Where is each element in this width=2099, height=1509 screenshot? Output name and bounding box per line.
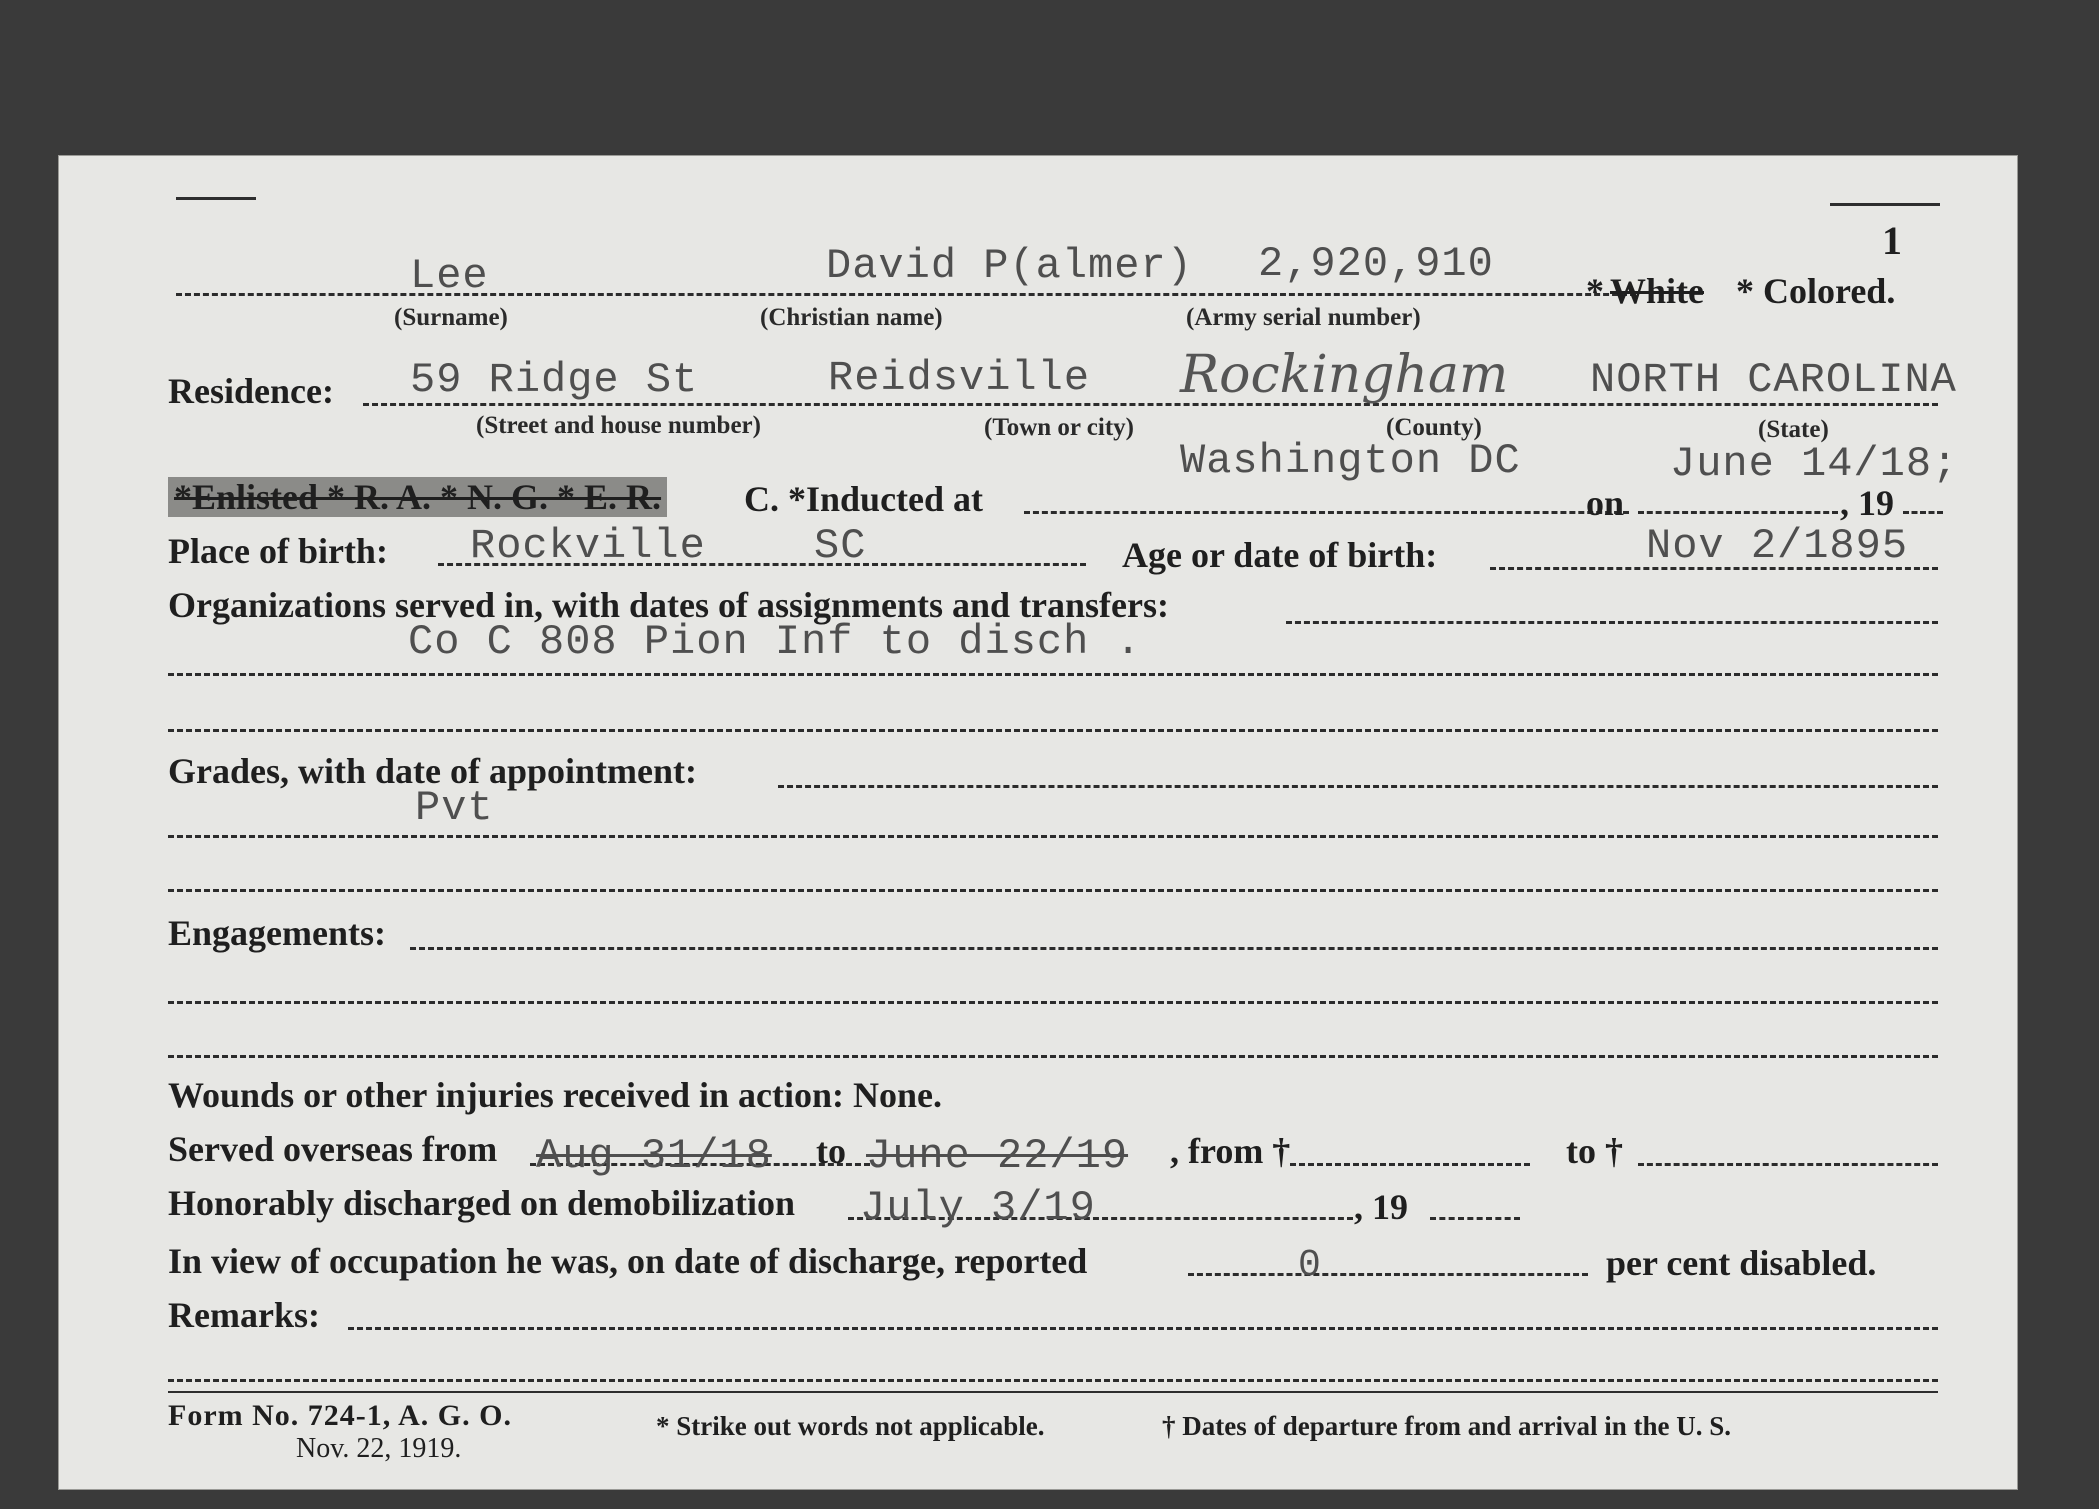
footer-strike-note: * Strike out words not applicable.	[656, 1411, 1045, 1441]
christian-name-caption: (Christian name)	[760, 304, 943, 331]
overseas-from2-line	[1290, 1163, 1530, 1166]
remarks-line-2	[168, 1379, 1938, 1382]
surname-caption: (Surname)	[394, 304, 508, 331]
remarks-line-1	[348, 1327, 1938, 1330]
race-white-option: White	[1610, 271, 1704, 311]
engagements-line-1	[410, 947, 1938, 950]
induction-year-line	[1903, 511, 1943, 514]
engagements-label: Engagements:	[168, 913, 386, 953]
remarks-line-3	[168, 1391, 1938, 1393]
organizations-line-1	[1286, 621, 1938, 624]
disability-suffix: per cent disabled.	[1606, 1243, 1877, 1283]
residence-state-value: NORTH CAROLINA	[1590, 356, 1957, 404]
grades-line-1	[778, 785, 1938, 788]
town-caption: (Town or city)	[984, 414, 1134, 441]
race-colored-option: * Colored.	[1736, 271, 1896, 311]
age-date-of-birth-label: Age or date of birth:	[1122, 535, 1438, 575]
overseas-to-date: June 22/19	[866, 1132, 1129, 1180]
residence-town-value: Reidsville	[828, 354, 1091, 402]
disability-value: 0	[1298, 1244, 1322, 1287]
overseas-to-label: to	[816, 1131, 846, 1171]
disability-label: In view of occupation he was, on date of discharge, reported	[168, 1241, 1088, 1281]
residence-label: Residence:	[168, 371, 334, 411]
inducted-at-label: C. *Inducted at	[744, 479, 984, 519]
place-of-birth-state: SC	[814, 522, 867, 570]
christian-name-value: David P(almer)	[826, 242, 1193, 290]
discharge-date-value: July 3/19	[860, 1184, 1096, 1232]
induction-on-label: on	[1586, 483, 1625, 523]
engagements-line-2	[168, 1001, 1938, 1004]
induction-place-value: Washington DC	[1180, 437, 1521, 485]
date-of-birth-value: Nov 2/1895	[1646, 522, 1909, 570]
place-of-birth-label: Place of birth:	[168, 531, 388, 571]
overseas-from2-label: , from †	[1170, 1131, 1291, 1171]
residence-street-value: 59 Ridge St	[410, 356, 699, 404]
wounds-label: Wounds or other injuries received in action: None.	[168, 1075, 942, 1115]
state-caption: (State)	[1758, 416, 1829, 443]
overseas-to2-line	[1638, 1163, 1938, 1166]
discharge-year-prefix: , 19	[1354, 1187, 1408, 1227]
form-number: Form No. 724-1, A. G. O.	[168, 1399, 512, 1432]
served-overseas-label: Served overseas from	[168, 1129, 498, 1169]
discharge-year-line	[1430, 1217, 1520, 1220]
organizations-value: Co C 808 Pion Inf to disch .	[408, 618, 1142, 666]
induction-date-line	[1638, 511, 1838, 514]
place-of-birth-town: Rockville	[470, 522, 706, 570]
page-number: 1	[1882, 218, 1902, 263]
organizations-label: Organizations served in, with dates of assignments and transfers:	[168, 585, 1170, 625]
form-date: Nov. 22, 1919.	[296, 1433, 462, 1464]
grades-line-2	[168, 835, 1938, 838]
organizations-line-2	[168, 673, 1938, 676]
induction-year-prefix: , 19	[1840, 483, 1894, 523]
grades-line-3	[168, 889, 1938, 892]
enlisted-options-text: *Enlisted * R. A. * N. G. * E. R.	[168, 477, 667, 517]
enlisted-options	[168, 479, 667, 515]
name-line	[176, 293, 1636, 296]
grades-value: Pvt	[415, 784, 494, 832]
discharge-label: Honorably discharged on demobilization	[168, 1183, 796, 1223]
top-right-rule	[1830, 203, 1940, 206]
remarks-label: Remarks:	[168, 1295, 320, 1335]
induction-date-value: June 14/18;	[1670, 440, 1959, 488]
engagements-line-3	[168, 1055, 1938, 1058]
top-left-rule	[176, 197, 256, 200]
county-caption: (County)	[1386, 414, 1482, 441]
race-white-marker: *	[1586, 271, 1604, 311]
grades-label: Grades, with date of appointment:	[168, 751, 697, 791]
footer-dates-note: † Dates of departure from and arrival in the U. S.	[1162, 1411, 1731, 1441]
induction-place-line	[1024, 511, 1629, 514]
serial-number-caption: (Army serial number)	[1186, 304, 1421, 331]
disability-line	[1188, 1273, 1588, 1276]
serial-number-value: 2,920,910	[1258, 240, 1494, 288]
street-caption: (Street and house number)	[476, 412, 761, 439]
surname-value: Lee	[410, 252, 489, 300]
overseas-to2-label: to †	[1566, 1131, 1623, 1171]
service-record-card	[58, 155, 2018, 1490]
organizations-line-3	[168, 729, 1938, 732]
residence-county-value: Rockingham	[1180, 345, 1509, 405]
overseas-from-date: Aug 31/18	[536, 1132, 772, 1180]
